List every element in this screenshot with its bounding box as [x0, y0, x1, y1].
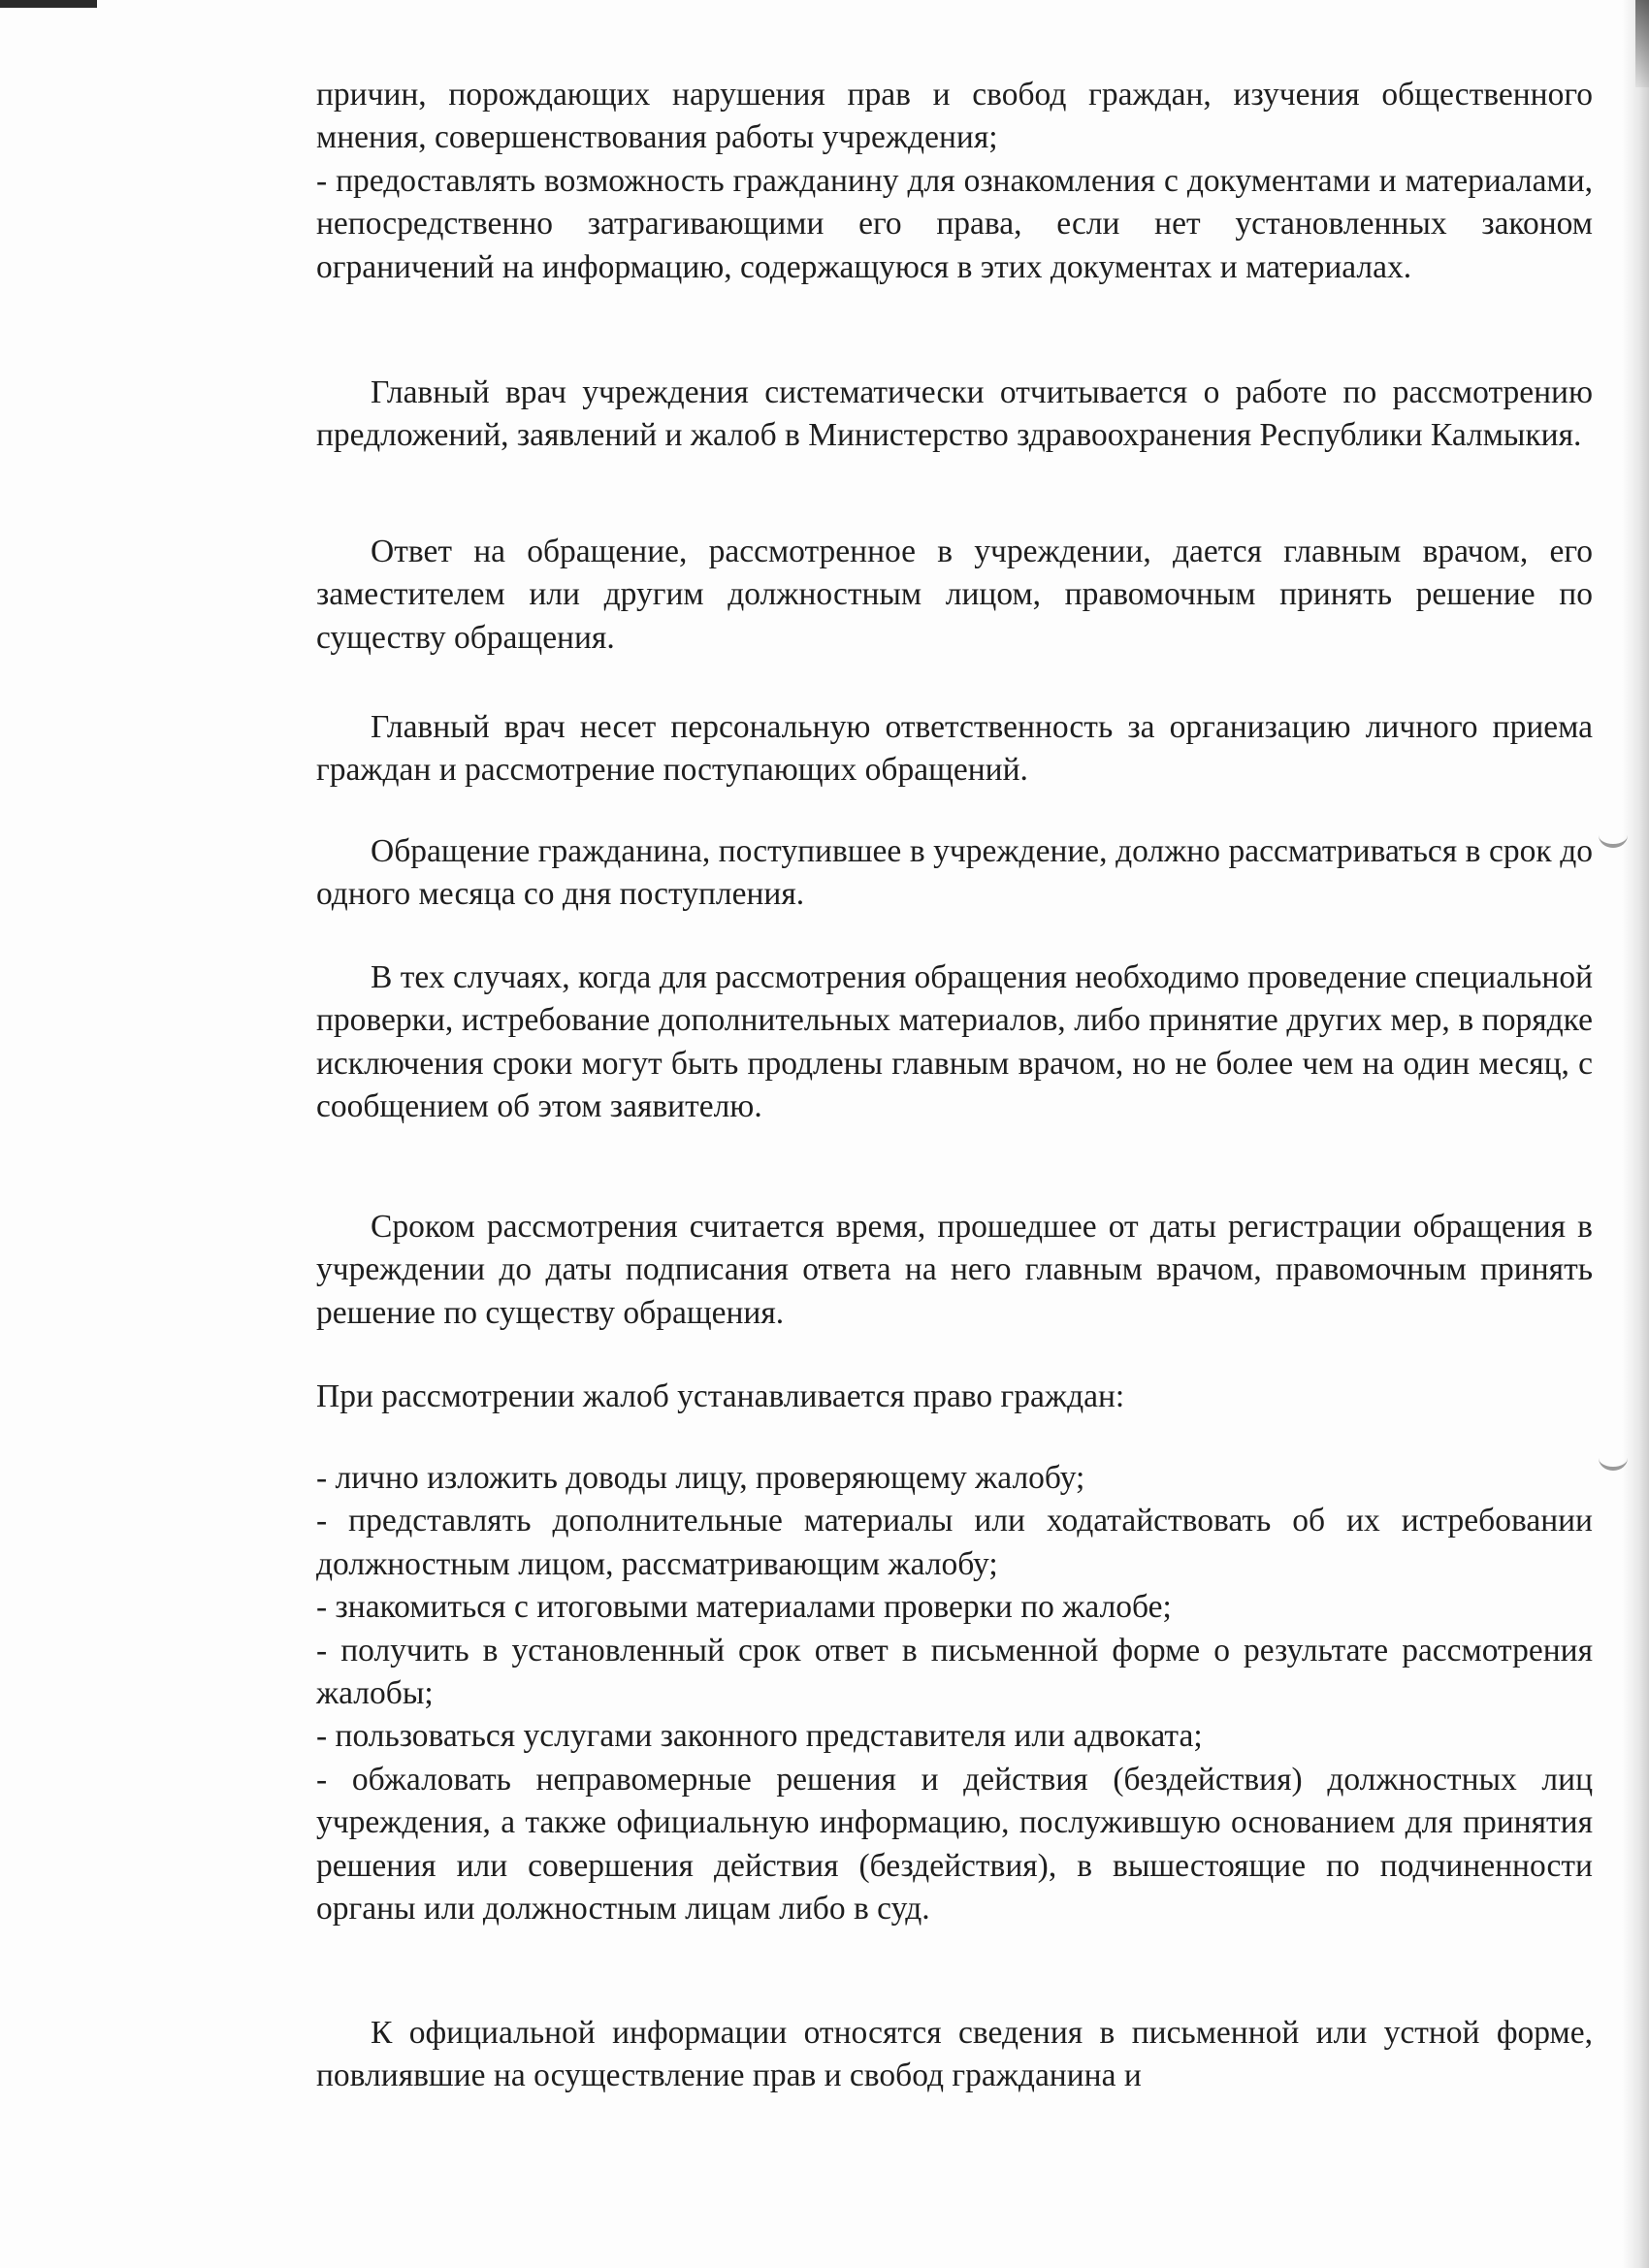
paragraph-official-info — [316, 2012, 1593, 2098]
page-edge-shadow — [1622, 0, 1649, 2268]
body-paragraph: В тех случаях, когда для рассмотрения обращения необходимо проведение специальной проверки, истребование дополнительных материалов, либо принятие других мер, в порядке исключения сроки могут быть продлены главным врачом, но не более чем на один месяц, с сообщением об этом заявителю. — [316, 959, 1593, 1125]
paragraph-response — [316, 531, 1593, 660]
paragraph-responsibility — [316, 706, 1593, 793]
body-paragraph: Главный врач учреждения систематически отчитывается о работе по рассмотрению предложений, заявлений и жалоб в Министерство здравоохранения Республики Калмыкия. — [316, 374, 1593, 454]
list-item: - предоставлять возможность гражданину для ознакомления с документами и материалами, непосредственно затрагивающими его права, если нет установленных законом ограничений на информацию, содержащуюся в этих документах и материалах. — [316, 162, 1593, 285]
paragraph-chief-reports — [316, 372, 1593, 458]
list-item: - пользоваться услугами законного представителя или адвоката; — [316, 1718, 1203, 1755]
punch-hole-icon — [1599, 1445, 1628, 1471]
list-item: - представлять дополнительные материалы или ходатайствовать об их истребовании должностным лицом, рассматривающим жалобу; — [316, 1503, 1593, 1582]
list-item: - знакомиться с итоговыми материалами проверки по жалобе; — [316, 1589, 1172, 1626]
list-item: - получить в установленный срок ответ в письменной форме о результате рассмотрения жалобы; — [316, 1632, 1593, 1712]
paragraph-term — [316, 830, 1593, 917]
paragraph-rights-intro — [316, 1376, 1593, 1418]
body-paragraph: Главный врач несет персональную ответственность за организацию личного приема граждан и рассмотрение поступающих обращений. — [316, 709, 1593, 789]
body-paragraph: К официальной информации относятся сведения в письменной или устной форме, повлиявшие на осуществление прав и свобод гражданина и — [316, 2015, 1593, 2094]
paragraph-extension — [316, 956, 1593, 1129]
paragraph-review-period — [316, 1206, 1593, 1335]
paragraph-rights-continuation — [316, 74, 1593, 289]
rights-list — [316, 1457, 1593, 1930]
body-paragraph: Ответ на обращение, рассмотренное в учреждении, дается главным врачом, его заместителем или другим должностным лицом, правомочным принять решение по существу обращения. — [316, 534, 1593, 656]
body-line: причин, порождающих нарушения прав и свобод граждан, изучения общественного мнения, совершенствования работы учреждения; — [316, 77, 1593, 156]
punch-hole-icon — [1599, 823, 1628, 848]
list-item: - лично изложить доводы лицу, проверяющему жалобу; — [316, 1460, 1085, 1496]
body-paragraph: Сроком рассмотрения считается время, прошедшее от даты регистрации обращения в учреждении до даты подписания ответа на него главным врачом, правомочным принять решение по существу обращения. — [316, 1209, 1593, 1331]
page-edge-top-shadow — [1635, 0, 1649, 87]
list-item: - обжаловать неправомерные решения и действия (бездействия) должностных лиц учреждения, а также официальную информацию, послужившую основанием для принятия решения или совершения действия (бездействия), в вышестоящие по подчиненности органы или должностным лицам либо в суд. — [316, 1761, 1593, 1928]
body-paragraph: При рассмотрении жалоб устанавливается право граждан: — [316, 1378, 1125, 1414]
scan-corner-mark — [0, 0, 97, 8]
body-paragraph: Обращение гражданина, поступившее в учреждение, должно рассматриваться в срок до одного месяца со дня поступления. — [316, 833, 1593, 913]
